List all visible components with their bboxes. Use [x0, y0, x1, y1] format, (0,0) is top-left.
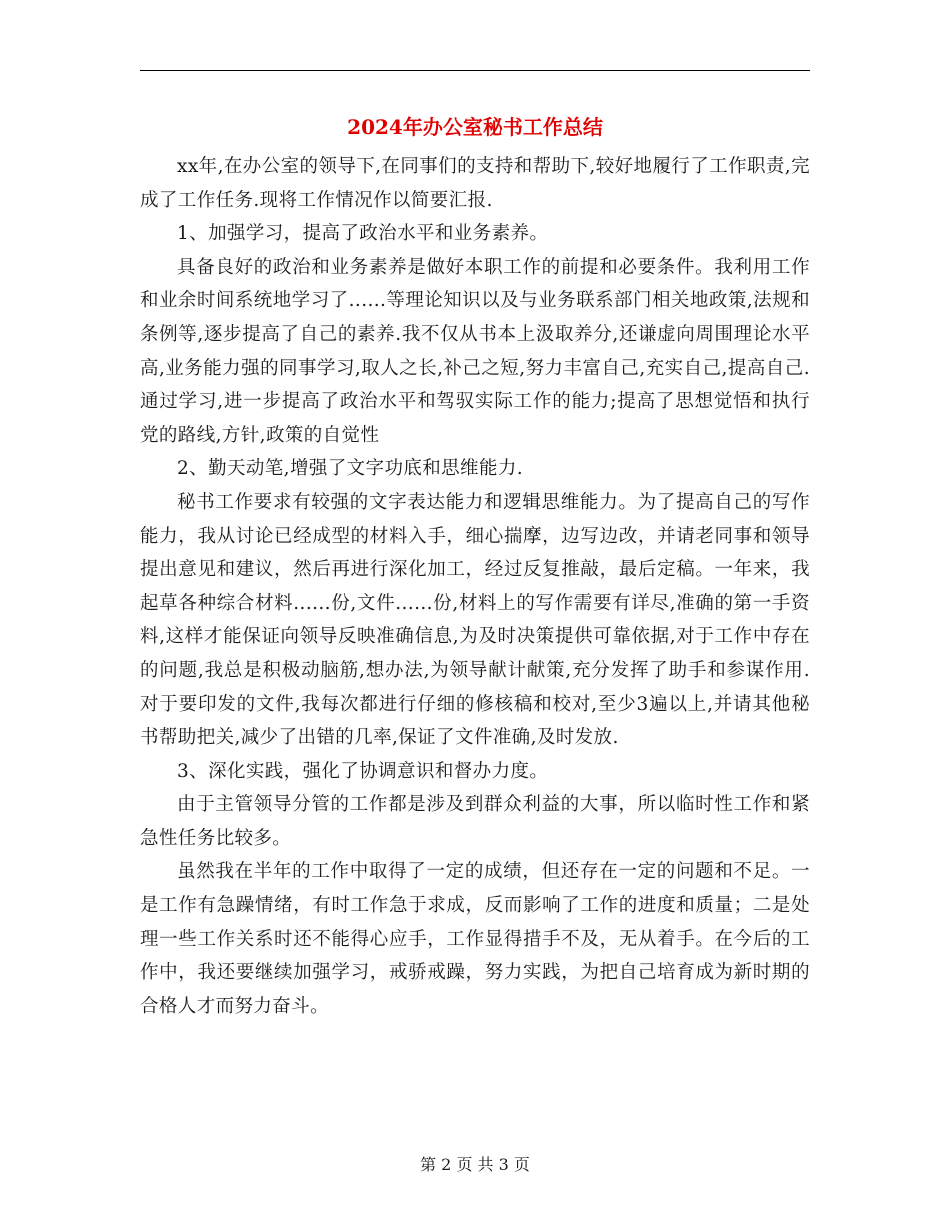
section-1-paragraph: 具备良好的政治和业务素养是做好本职工作的前提和必要条件。我利用工作和业余时间系统地学习了......等理论知识以及与业务联系部门相关地政策,法规和条例等,逐步提高了自己的素养.我不仅从书本上汲取养分,还谦虚向周围理论水平高,业务能力强的同事学习,取人之长,补己之短,努力丰富自己,充实自己,提高自己.通过学习,进一步提高了政治水平和驾驭实际工作的能力;提高了思想觉悟和执行党的路线,方针,政策的自觉性 [140, 256, 810, 446]
section-heading-2: 2、勤天动笔,增强了文字功底和思维能力. [177, 458, 524, 480]
section-heading-3: 3、深化实践，强化了协调意识和督办力度。 [177, 760, 549, 782]
document-title: 2024年办公室秘书工作总结 [347, 115, 603, 139]
document-body [140, 150, 810, 1023]
section-heading-1: 1、加强学习，提高了政治水平和业务素养。 [177, 223, 549, 245]
header-rule [140, 70, 810, 71]
section-3-paragraph: 由于主管领导分管的工作都是涉及到群众利益的大事，所以临时性工作和紧急性任务比较多。 [140, 794, 810, 849]
section-2-paragraph: 秘书工作要求有较强的文字表达能力和逻辑思维能力。为了提高自己的写作能力，我从讨论已经成型的材料入手，细心揣摩，边写边改，并请老同事和领导提出意见和建议，然后再进行深化加工，经过反复推敲，最后定稿。一年来，我起草各种综合材料......份,文件......份,材料上的写作需要有详尽,准确的第一手资料,这样才能保证向领导反映准确信息,为及时决策提供可靠依据,对于工作中存在的问题,我总是积极动脑筋,想办法,为领导献计献策,充分发挥了助手和参谋作用.对于要印发的文件,我每次都进行仔细的修核稿和校对,至少3遍以上,并请其他秘书帮助把关,减少了出错的几率,保证了文件准确,及时发放. [140, 491, 810, 749]
intro-paragraph: xx年,在办公室的领导下,在同事们的支持和帮助下,较好地履行了工作职责,完成了工作任务.现将工作情况作以简要汇报. [140, 156, 810, 211]
page-number-footer: 第 2 页 共 3 页 [420, 1155, 530, 1174]
conclusion-paragraph: 虽然我在半年的工作中取得了一定的成绩，但还存在一定的问题和不足。一是工作有急躁情绪，有时工作急于求成，反而影响了工作的进度和质量；二是处理一些工作关系时还不能得心应手，工作显得措手不及，无从着手。在今后的工作中，我还要继续加强学习，戒骄戒躁，努力实践，为把自己培育成为新时期的合格人才而努力奋斗。 [140, 861, 810, 1017]
